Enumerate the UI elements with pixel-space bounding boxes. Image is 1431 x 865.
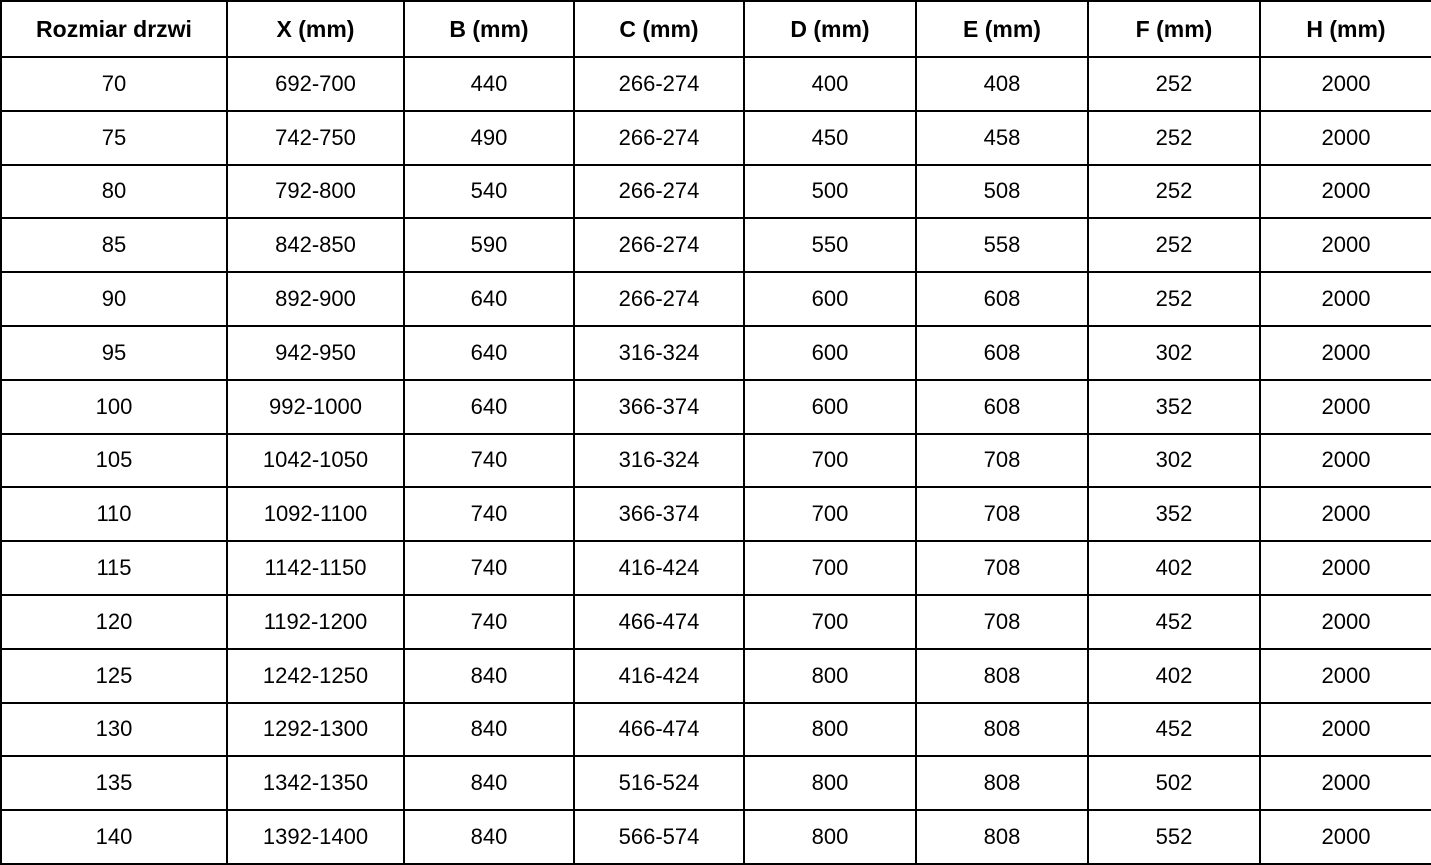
table-cell: 110 (1, 487, 227, 541)
table-cell: 302 (1088, 434, 1260, 488)
table-cell: 115 (1, 541, 227, 595)
table-cell: 402 (1088, 541, 1260, 595)
column-header-f-mm: F (mm) (1088, 1, 1260, 57)
table-cell: 1342-1350 (227, 756, 404, 810)
table-cell: 708 (916, 487, 1088, 541)
table-cell: 2000 (1260, 541, 1431, 595)
table-cell: 252 (1088, 57, 1260, 111)
table-cell: 1292-1300 (227, 703, 404, 757)
table-cell: 402 (1088, 649, 1260, 703)
table-cell: 892-900 (227, 272, 404, 326)
table-cell: 552 (1088, 810, 1260, 864)
table-cell: 400 (744, 57, 916, 111)
table-cell: 842-850 (227, 218, 404, 272)
table-cell: 135 (1, 756, 227, 810)
table-cell: 700 (744, 434, 916, 488)
table-cell: 640 (404, 326, 574, 380)
table-cell: 2000 (1260, 756, 1431, 810)
table-cell: 2000 (1260, 272, 1431, 326)
table-cell: 600 (744, 272, 916, 326)
table-cell: 316-324 (574, 326, 744, 380)
table-cell: 800 (744, 649, 916, 703)
table-cell: 75 (1, 111, 227, 165)
table-cell: 800 (744, 810, 916, 864)
table-cell: 2000 (1260, 380, 1431, 434)
table-cell: 466-474 (574, 595, 744, 649)
table-row (1, 810, 1431, 864)
column-header-x-mm: X (mm) (227, 1, 404, 57)
table-cell: 740 (404, 595, 574, 649)
table-cell: 640 (404, 272, 574, 326)
table-row (1, 326, 1431, 380)
table-cell: 1242-1250 (227, 649, 404, 703)
table-cell: 792-800 (227, 165, 404, 219)
table-row (1, 703, 1431, 757)
table-cell: 1042-1050 (227, 434, 404, 488)
table-cell: 130 (1, 703, 227, 757)
table-cell: 700 (744, 541, 916, 595)
column-header-c-mm: C (mm) (574, 1, 744, 57)
table-cell: 540 (404, 165, 574, 219)
table-cell: 1142-1150 (227, 541, 404, 595)
table-cell: 608 (916, 272, 1088, 326)
table-cell: 105 (1, 434, 227, 488)
table-cell: 85 (1, 218, 227, 272)
table-cell: 808 (916, 756, 1088, 810)
table-cell: 2000 (1260, 703, 1431, 757)
table-cell: 416-424 (574, 541, 744, 595)
column-header-rozmiar-drzwi: Rozmiar drzwi (1, 1, 227, 57)
table-cell: 808 (916, 810, 1088, 864)
table-cell: 742-750 (227, 111, 404, 165)
table-cell: 252 (1088, 218, 1260, 272)
table-cell: 408 (916, 57, 1088, 111)
table-row (1, 380, 1431, 434)
table-cell: 992-1000 (227, 380, 404, 434)
table-cell: 2000 (1260, 649, 1431, 703)
table-cell: 252 (1088, 272, 1260, 326)
table-cell: 600 (744, 380, 916, 434)
table-cell: 140 (1, 810, 227, 864)
column-header-h-mm: H (mm) (1260, 1, 1431, 57)
table-cell: 2000 (1260, 57, 1431, 111)
table-cell: 1092-1100 (227, 487, 404, 541)
table-cell: 840 (404, 810, 574, 864)
table-cell: 80 (1, 165, 227, 219)
table-cell: 692-700 (227, 57, 404, 111)
table-cell: 500 (744, 165, 916, 219)
table-row (1, 218, 1431, 272)
table-row (1, 595, 1431, 649)
table-cell: 840 (404, 703, 574, 757)
table-row (1, 649, 1431, 703)
table-cell: 90 (1, 272, 227, 326)
table-cell: 1192-1200 (227, 595, 404, 649)
table-cell: 458 (916, 111, 1088, 165)
table-cell: 808 (916, 649, 1088, 703)
table-cell: 508 (916, 165, 1088, 219)
table-cell: 466-474 (574, 703, 744, 757)
table-cell: 566-574 (574, 810, 744, 864)
table-cell: 440 (404, 57, 574, 111)
table-cell: 302 (1088, 326, 1260, 380)
header-row (1, 1, 1431, 57)
table-cell: 452 (1088, 703, 1260, 757)
column-header-d-mm: D (mm) (744, 1, 916, 57)
table-cell: 352 (1088, 380, 1260, 434)
table-cell: 490 (404, 111, 574, 165)
table-cell: 352 (1088, 487, 1260, 541)
table-cell: 316-324 (574, 434, 744, 488)
table-cell: 266-274 (574, 165, 744, 219)
table-cell: 590 (404, 218, 574, 272)
table-cell: 366-374 (574, 380, 744, 434)
table-cell: 708 (916, 434, 1088, 488)
table-cell: 266-274 (574, 272, 744, 326)
table-cell: 2000 (1260, 434, 1431, 488)
table-cell: 840 (404, 649, 574, 703)
table-row (1, 434, 1431, 488)
table-cell: 266-274 (574, 111, 744, 165)
table-row (1, 487, 1431, 541)
table-cell: 252 (1088, 111, 1260, 165)
table-cell: 740 (404, 434, 574, 488)
column-header-e-mm: E (mm) (916, 1, 1088, 57)
table-cell: 266-274 (574, 218, 744, 272)
table-cell: 2000 (1260, 595, 1431, 649)
table-row (1, 111, 1431, 165)
table-cell: 2000 (1260, 165, 1431, 219)
table-cell: 608 (916, 326, 1088, 380)
table-cell: 416-424 (574, 649, 744, 703)
table-cell: 2000 (1260, 111, 1431, 165)
table-cell: 2000 (1260, 487, 1431, 541)
table-cell: 100 (1, 380, 227, 434)
table-cell: 2000 (1260, 218, 1431, 272)
table-cell: 942-950 (227, 326, 404, 380)
table-cell: 700 (744, 487, 916, 541)
table-cell: 800 (744, 703, 916, 757)
table-cell: 125 (1, 649, 227, 703)
table-cell: 70 (1, 57, 227, 111)
table-cell: 516-524 (574, 756, 744, 810)
column-header-b-mm: B (mm) (404, 1, 574, 57)
table-cell: 558 (916, 218, 1088, 272)
table-cell: 2000 (1260, 810, 1431, 864)
table-cell: 800 (744, 756, 916, 810)
table-row (1, 541, 1431, 595)
table-row (1, 165, 1431, 219)
table-cell: 600 (744, 326, 916, 380)
table-cell: 252 (1088, 165, 1260, 219)
table-cell: 740 (404, 541, 574, 595)
table-cell: 452 (1088, 595, 1260, 649)
table-cell: 366-374 (574, 487, 744, 541)
table-cell: 708 (916, 595, 1088, 649)
table-cell: 502 (1088, 756, 1260, 810)
table-cell: 2000 (1260, 326, 1431, 380)
table-cell: 608 (916, 380, 1088, 434)
table-cell: 808 (916, 703, 1088, 757)
table-row (1, 756, 1431, 810)
table-cell: 740 (404, 487, 574, 541)
table-row (1, 57, 1431, 111)
table-cell: 450 (744, 111, 916, 165)
table-cell: 840 (404, 756, 574, 810)
table-cell: 266-274 (574, 57, 744, 111)
table-cell: 550 (744, 218, 916, 272)
table-row (1, 272, 1431, 326)
table-cell: 1392-1400 (227, 810, 404, 864)
table-cell: 708 (916, 541, 1088, 595)
table-cell: 95 (1, 326, 227, 380)
table-cell: 700 (744, 595, 916, 649)
table-cell: 120 (1, 595, 227, 649)
table-body (1, 57, 1431, 864)
table-cell: 640 (404, 380, 574, 434)
